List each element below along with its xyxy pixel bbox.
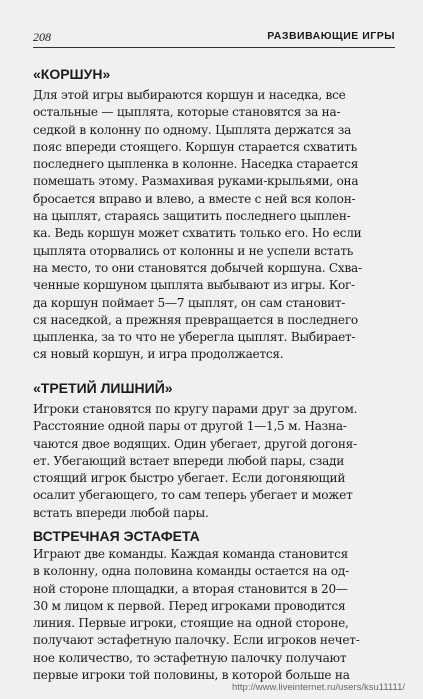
text-line: ся новый коршун, и игра продолжается. [33, 347, 284, 362]
text-line: получают эстафетную палочку. Если игроков нечет- [33, 633, 360, 648]
text-line: ной стороне площадки, а вторая становится в 20— [33, 581, 348, 596]
page-number: 208 [33, 30, 51, 44]
text-line: на цыплят, стараясь защитить последнего цыплен- [33, 209, 351, 224]
text-line: пояс впереди стоящего. Коршун старается схватить [33, 139, 357, 154]
text-line: седкой в колонну по одному. Цыплята держатся за [33, 122, 352, 137]
running-header [33, 27, 395, 48]
text-line: встать впереди любой пары. [33, 505, 209, 520]
section-heading: «ТРЕТИЙ ЛИШНИЙ» [33, 380, 173, 396]
section-heading: ВСТРЕЧНАЯ ЭСТАФЕТА [33, 528, 200, 544]
section-korshun [33, 66, 395, 364]
text-line: чаются двое водящих. Один убегает, другой догоня- [33, 436, 357, 451]
section-body [33, 87, 395, 364]
text-line: на место, то они становятся добычей коршуна. Схва- [33, 260, 362, 275]
text-line: бросается вправо и влево, а вместе с ней вся колон- [33, 191, 356, 206]
text-line: ет. Убегающий встает впереди любой пары, сзади [33, 453, 345, 468]
section-heading: «КОРШУН» [33, 66, 111, 82]
text-line: Играют две команды. Каждая команда становится [33, 547, 349, 561]
text-line: да коршун поймает 5—7 цыплят, он сам становит- [33, 295, 346, 310]
text-line: Расстояние одной пары от другой 1—1,5 м. Назна- [33, 419, 347, 434]
text-line: последнего цыпленка в колонне. Наседка старается [33, 157, 359, 172]
text-line: ся наседкой, а прежняя превращается в последнего [33, 312, 358, 327]
text-line: помешать этому. Размахивая руками-крыльями, она [33, 174, 359, 189]
text-line: ка. Ведь коршун может схватить только его. Но если [33, 226, 362, 241]
text-line: осалит убегающего, то сам теперь убегает и может [33, 488, 353, 503]
text-line: стоящий игрок быстро убегает. Если догоняющий [33, 471, 346, 486]
section-vstrechnaya-estafeta [33, 528, 395, 684]
text-line: цыпленка, за то что не уберегла цыплят. Выбирает- [33, 330, 356, 345]
text-line: в колонну, одна половина команды остается на од- [33, 564, 349, 579]
section-body [33, 546, 395, 684]
text-line: 30 м лицом к первой. Перед игроками проводится [33, 598, 346, 613]
text-line: Игроки становятся по кругу парами друг за другом. [33, 402, 358, 416]
running-title: РАЗВИВАЮЩИЕ ИГРЫ [267, 30, 395, 42]
text-line: остальные — цыплята, которые становятся за на- [33, 105, 341, 120]
section-tretiy-lishniy [33, 380, 395, 522]
text-line: ное количество, то эстафетную палочку получают [33, 650, 347, 665]
text-line: Для этой игры выбираются коршун и наседка, все [33, 88, 346, 102]
text-line: первые игроки той половины, в которой больше на [33, 668, 350, 683]
text-line: цыплята оторвались от колонны и не успели встать [33, 243, 354, 258]
text-line: ченные коршуном цыплята выбывают из игры. Ког- [33, 278, 355, 293]
watermark-url: http://www.liveinternet.ru/users/ksu11111/ [231, 682, 405, 693]
text-line: линия. Первые игроки, стоящие на одной стороне, [33, 616, 349, 631]
section-body [33, 401, 395, 522]
